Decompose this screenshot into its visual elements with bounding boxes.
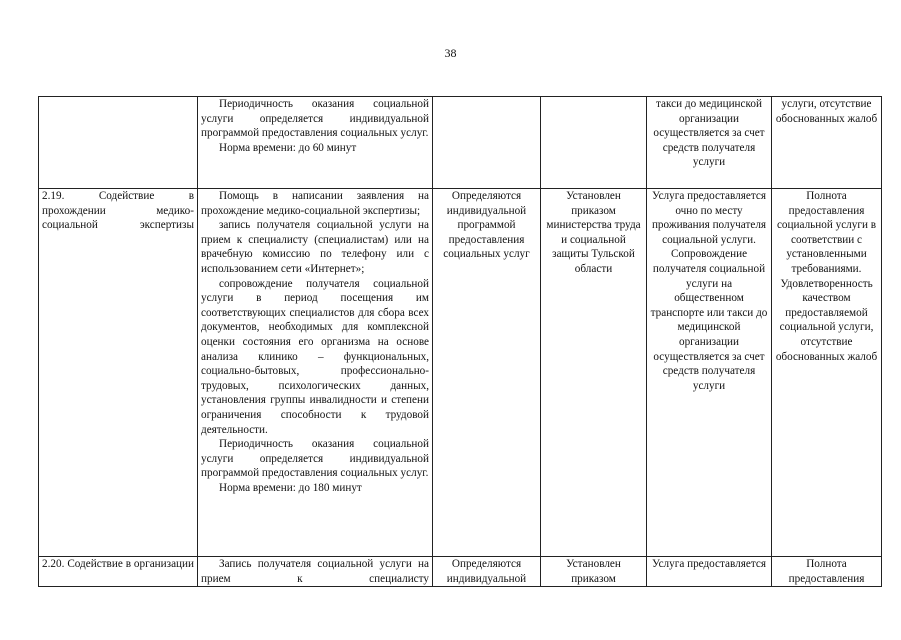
conditions-cell: Услуга предоставляется очно по месту проживания получателя социальной услуги. Сопровождение получателя социальной услуги на общественном транспорте или такси до медицинской организации осуществляется за счет средств получателя услуги <box>647 189 772 557</box>
content-paragraph: запись получателя социальной услуги на прием к специалисту (специалистам) или на врачебную комиссию по телефону или с использованием сети «Интернет»; <box>201 219 429 275</box>
content-paragraph: Запись получателя социальной услуги на прием к специалисту <box>201 558 429 585</box>
indicators-cell: Полнота предоставления социальной услуги в соответствии с установленными требованиями. Удовлетворенность качеством предоставляемой социальной услуги, отсутствие обоснованных жалоб <box>772 189 882 557</box>
indicators-cell: Полнота предоставления <box>772 557 882 587</box>
volume-cell: Определяются индивидуальной <box>433 557 541 587</box>
content-paragraph: Периодичность оказания социальной услуги определяется индивидуальной программой предоставления социальных услуг. <box>201 98 429 140</box>
table-row-2-19 <box>39 189 882 557</box>
content-paragraph: Норма времени: до 60 минут <box>219 141 357 154</box>
deadline-cell: Установлен приказом <box>541 557 647 587</box>
service-name-cell: 2.19. Содействие в прохождении медико-социальной экспертизы <box>39 189 198 557</box>
table-row-2-20 <box>39 557 882 587</box>
indicators-cell: услуги, отсутствие обоснованных жалоб <box>772 97 882 189</box>
volume-cell: Определяются индивидуальной программой предоставления социальных услуг <box>433 189 541 557</box>
conditions-cell: Услуга предоставляется <box>647 557 772 587</box>
deadline-cell: Установлен приказом министерства труда и социальной защиты Тульской области <box>541 189 647 557</box>
content-paragraph: Помощь в написании заявления на прохождение медико-социальной экспертизы; <box>201 190 429 217</box>
conditions-cell: такси до медицинской организации осуществляется за счет средств получателя услуги <box>647 97 772 189</box>
page-number: 38 <box>444 46 457 60</box>
volume-cell <box>433 97 541 189</box>
service-name-cell <box>39 97 198 189</box>
table-row-continuation <box>39 97 882 189</box>
content-paragraph: сопровождение получателя социальной услуги в период посещения им соответствующих специалистов для сбора всех документов, необходимых для комплексной оценки состояния его организма на основе анализа клинико – функциональных, социально-бытовых, профессионально-трудовых, психологических данных, установления группы инвалидности и степени ограничения способности к трудовой деятельности. <box>201 277 429 436</box>
service-name-cell: 2.20. Содействие в организации <box>39 557 198 587</box>
deadline-cell <box>541 97 647 189</box>
service-content-cell <box>198 189 433 557</box>
service-content-cell <box>198 557 433 587</box>
content-paragraph: Периодичность оказания социальной услуги определяется индивидуальной программой предоставления социальных услуг. <box>201 438 429 480</box>
content-paragraph: Норма времени: до 180 минут <box>219 481 362 494</box>
services-table <box>38 96 882 587</box>
service-content-cell <box>198 97 433 189</box>
